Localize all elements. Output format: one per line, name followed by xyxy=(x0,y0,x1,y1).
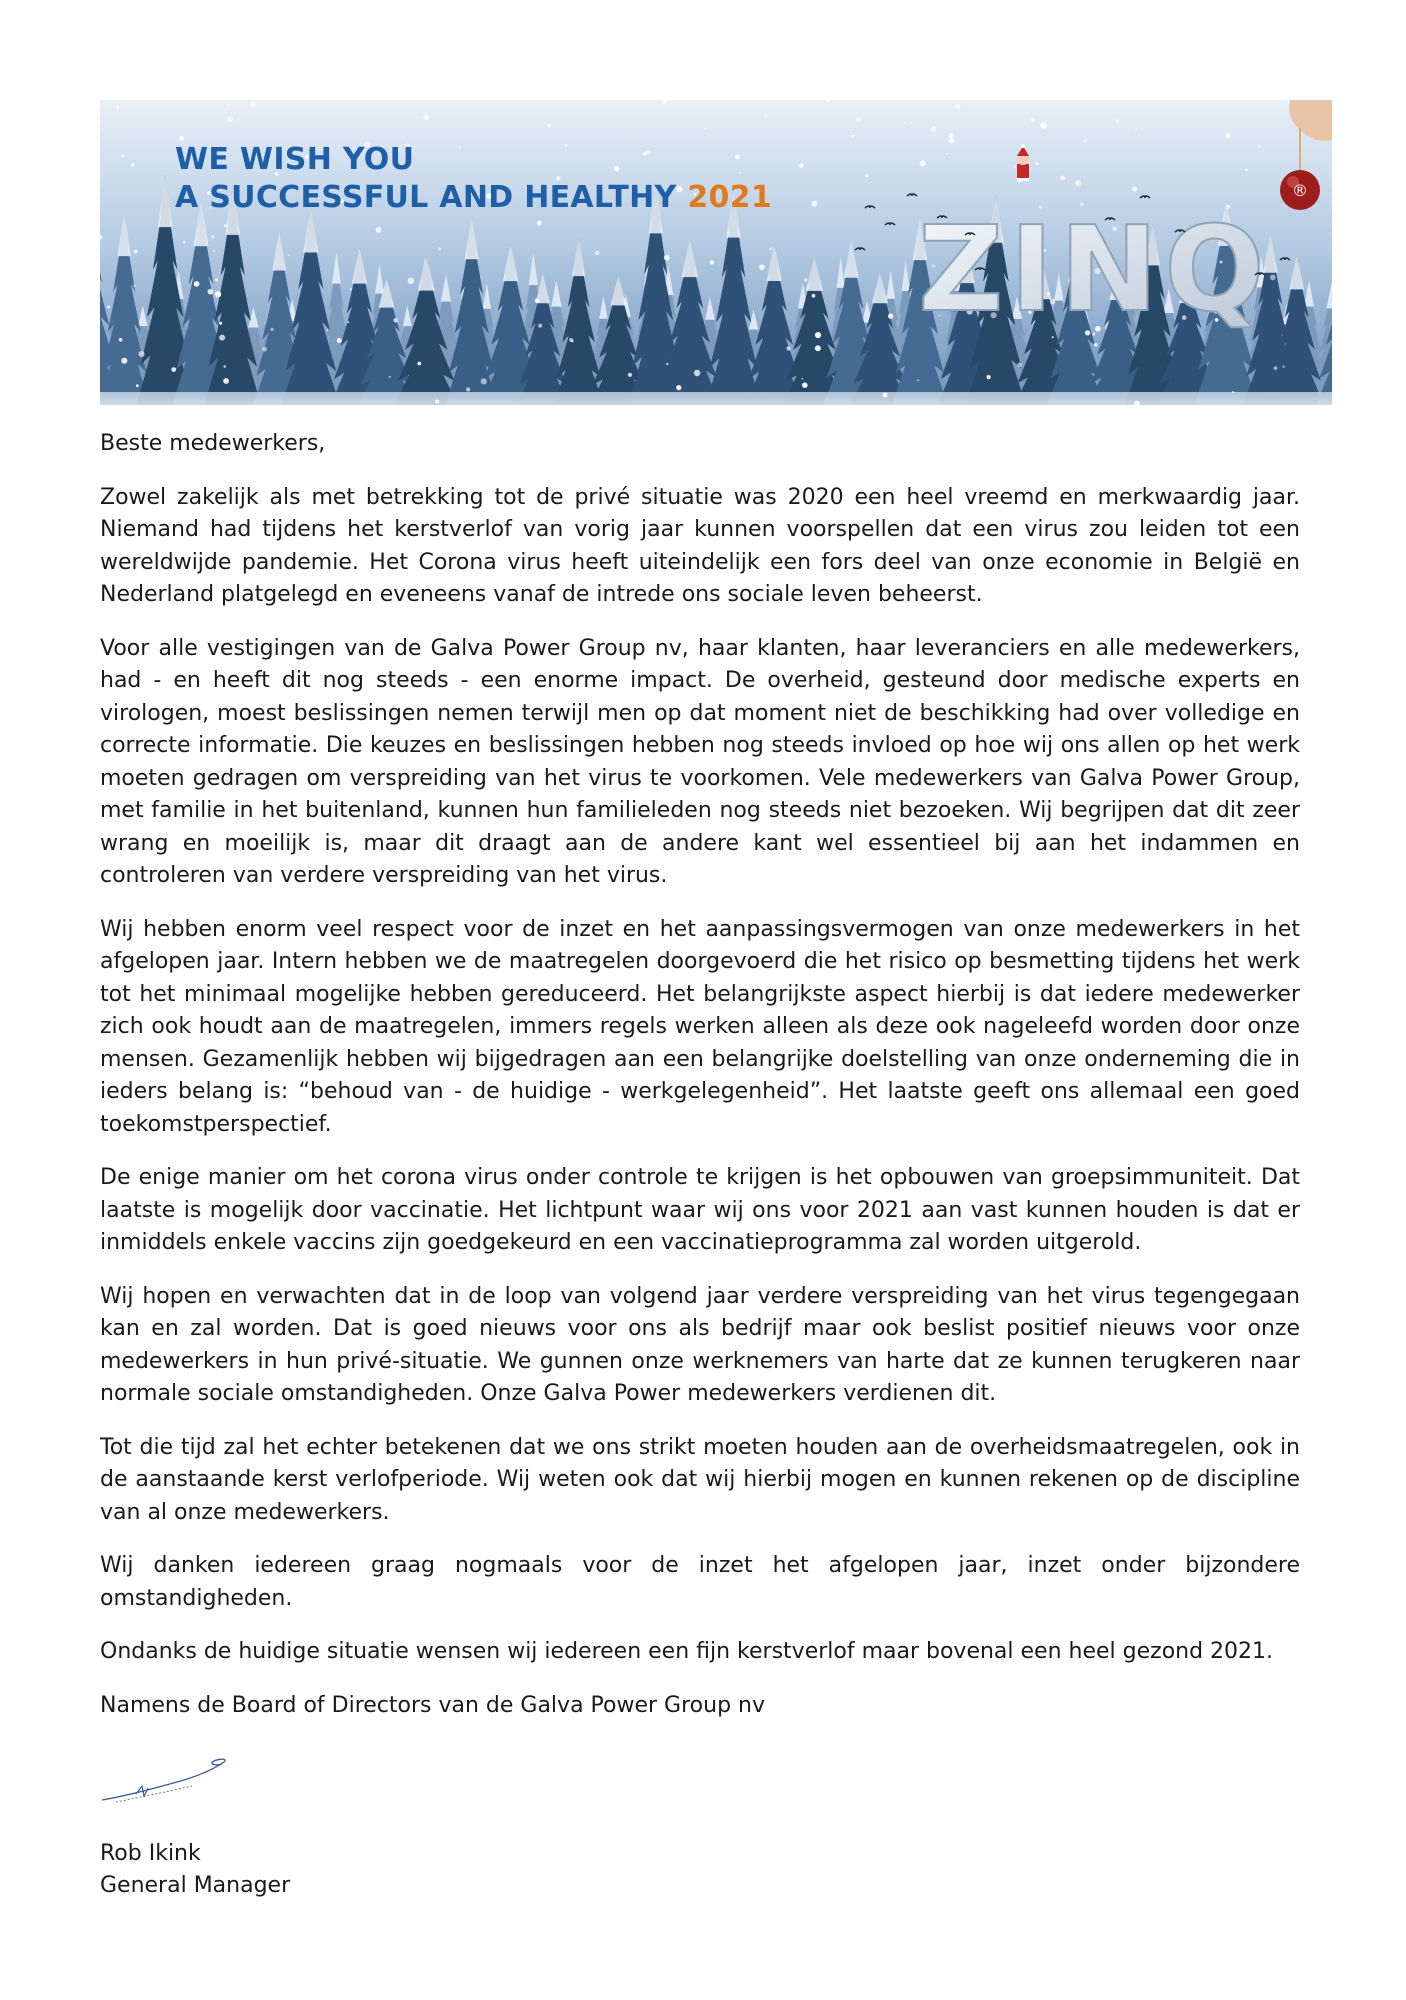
paragraph-7: Wij danken iedereen graag nogmaals voor de inzet het afgelopen jaar, inzet onder bijzondere omstandigheden. xyxy=(100,1553,1300,1611)
headline-year: 2021 xyxy=(687,180,773,215)
snowflake xyxy=(271,328,274,331)
banner-headline xyxy=(175,141,772,217)
snowflake xyxy=(215,278,218,281)
snowflake xyxy=(666,363,668,365)
snowflake xyxy=(537,221,542,226)
snowflake xyxy=(1283,366,1285,368)
signer-name: Rob Ikink xyxy=(100,1841,201,1866)
snowflake xyxy=(1245,168,1248,171)
snowflake xyxy=(764,114,768,118)
snowflake xyxy=(946,153,948,155)
snowflake xyxy=(119,338,123,342)
letter-body xyxy=(100,428,1300,1743)
bird xyxy=(907,194,917,196)
bird xyxy=(1175,230,1185,232)
snowflake xyxy=(664,255,670,261)
snowflake xyxy=(417,362,421,366)
snowflake xyxy=(815,332,821,338)
snowflake xyxy=(769,247,772,250)
snowflake xyxy=(288,255,290,257)
snowflake xyxy=(208,289,214,295)
snowflake xyxy=(223,378,229,384)
snowflake xyxy=(851,135,854,138)
snowflake xyxy=(812,201,818,207)
snowflake xyxy=(1258,145,1261,148)
paragraph-5: Wij hopen en verwachten dat in de loop van volgend jaar verdere verspreiding van het virus tegengegaan kan en zal worden. Dat is goed nieuws voor ons als bedrijf maar ook beslist positief nieuws voor onze medewerkers in hun privé-situatie. We gunnen onze werknemers van harte dat ze kunnen terugkeren naar normale sociale omstandigheden. Onze Galva Power medewerkers verdienen dit. xyxy=(100,1283,1300,1406)
paragraph-4: De enige manier om het corona virus onder controle te krijgen is het opbouwen van groepsimmuniteit. Dat laatste is mogelijk door vaccinatie. Het lichtpunt waar wij ons voor 2021 aan vast kunnen houden is dat er inmiddels enkele vaccins zijn goedgekeurd en een vaccinatieprogramma zal worden uitgerold. xyxy=(100,1165,1300,1255)
snowflake xyxy=(804,278,807,281)
snowflake xyxy=(883,393,888,398)
bird xyxy=(1255,273,1265,275)
snowflake xyxy=(337,338,342,343)
bird xyxy=(937,216,947,218)
snowflake xyxy=(888,313,893,318)
headline-line-1: WE WISH YOU xyxy=(175,142,415,177)
snowflake xyxy=(1031,119,1035,123)
snowflake xyxy=(224,224,227,227)
snowflake xyxy=(595,251,600,256)
snowflake xyxy=(1014,165,1016,167)
snowflake xyxy=(1035,162,1038,165)
snowflake xyxy=(694,370,700,376)
snowflake xyxy=(466,387,470,391)
snowflake xyxy=(1226,133,1231,138)
snowflake xyxy=(911,122,913,124)
snowflake xyxy=(327,329,329,331)
zinq-logo-text: ZINQ xyxy=(918,200,1271,338)
paragraph-8: Ondanks de huidige situatie wensen wij iedereen een fijn kerstverlof maar bovenal een heel gezond 2021. xyxy=(100,1639,1274,1664)
snowflake xyxy=(1135,128,1137,130)
snowflake xyxy=(136,384,139,387)
snowflake xyxy=(705,128,707,130)
snowflake xyxy=(251,102,256,107)
snowflake xyxy=(481,378,487,384)
snowflake xyxy=(223,365,226,368)
snowflake xyxy=(194,281,200,287)
snowflake xyxy=(955,104,961,110)
snowflake xyxy=(931,127,936,132)
snowflake xyxy=(917,379,919,381)
snowflake xyxy=(350,288,352,290)
bird xyxy=(865,206,875,208)
snowflake xyxy=(438,247,441,250)
closing-line: Namens de Board of Directors van de Galva Power Group nv xyxy=(100,1692,765,1718)
signer-block xyxy=(100,1838,290,1902)
bird xyxy=(885,223,895,225)
snowflake xyxy=(987,375,991,379)
snowflake xyxy=(1094,343,1098,347)
snowflake xyxy=(211,235,214,238)
paragraph-2: Voor alle vestigingen van de Galva Power Group nv, haar klanten, haar leveranciers en alle medewerkers, had - en heeft dit nog steeds - een enorme impact. De overheid, gesteund door medische experts en virologen, moest beslissingen nemen terwijl men op dat moment niet de beschikking had over volledige en correcte informatie. Die keuzes en beslissingen hebben nog steeds invloed op hoe wij ons allen op het werk moeten gedragen om verspreiding van het virus te voorkomen. Vele medewerkers van Galva Power Group, met familie in het buitenland, kunnen hun familieleden nog steeds niet bezoeken. Wij begrijpen dat dit zeer wrang en moeilijk is, maar dit draagt aan de andere kant wel essentieel bij aan het indammen en controleren van verdere verspreiding van het virus. xyxy=(100,635,1300,888)
headline-line-2-text: A SUCCESSFUL AND HEALTHY xyxy=(175,180,688,215)
snowflake xyxy=(171,367,176,372)
snowflake xyxy=(376,227,382,233)
paragraph-1: Zowel zakelijk als met betrekking tot de privé situatie was 2020 een heel vreemd en merkwaardig jaar. Niemand had tijdens het kerstverlof van vorig jaar kunnen voorspellen dat een virus zou leiden tot een wereldwijde pandemie. Het Corona virus heeft uiteindelijk een fors deel van onze economie in België en Nederland platgelegd en eveneens vanaf de intrede ons sociale leven beheerst. xyxy=(100,484,1300,607)
snowflake xyxy=(1274,366,1278,370)
snowflake xyxy=(569,338,573,342)
paragraph-3: Wij hebben enorm veel respect voor de inzet en het aanpassingsvermogen van onze medewerkers in het afgelopen jaar. Intern hebben we de maatregelen doorgevoerd die het risico op besmetting tijdens het werk tot het minimaal mogelijke hebben gereduceerd. Het belangrijkste aspect hierbij is dat iedere medewerker zich ook houdt aan de maatregelen, immers regels werken alleen als deze ook nageleefd worden door onze mensen. Gezamenlijk hebben wij bijgedragen aan een belangrijke doelstelling van onze onderneming die in ieders belang is: “behoud van - de huidige - werkgelegenheid”. Het laatste geeft ons allemaal een goed toekomstperspectief. xyxy=(100,916,1300,1137)
bird xyxy=(975,268,985,270)
snowflake xyxy=(133,285,135,287)
snowflake xyxy=(538,324,542,328)
snowflake xyxy=(393,318,398,323)
snowflake xyxy=(786,346,790,350)
snowflake xyxy=(134,250,138,254)
handwritten-signature xyxy=(96,1752,236,1812)
snowflake xyxy=(183,241,185,243)
snowflake xyxy=(799,164,803,168)
snowflake xyxy=(759,264,765,270)
snowflake xyxy=(856,117,861,122)
snowflake xyxy=(215,291,221,297)
snowflake xyxy=(1017,363,1022,368)
snowflake xyxy=(1060,176,1065,181)
snowflake xyxy=(866,174,869,177)
snowflake xyxy=(121,154,124,157)
snowflake xyxy=(227,117,233,123)
snowflake xyxy=(710,260,714,264)
snowflake xyxy=(131,163,134,166)
snowflake xyxy=(949,138,955,144)
bird xyxy=(1105,218,1115,220)
signer-title: General Manager xyxy=(100,1873,291,1898)
snowflake xyxy=(228,104,230,106)
snowflake xyxy=(1116,119,1120,123)
snowflake xyxy=(219,335,225,341)
snowflake xyxy=(213,250,215,252)
header-banner xyxy=(100,100,1332,405)
snowflake xyxy=(676,385,681,390)
bird xyxy=(965,233,975,235)
snowflake xyxy=(180,136,185,141)
snowflake xyxy=(628,373,632,377)
registered-mark: ® xyxy=(1292,181,1308,200)
snowflake xyxy=(1084,140,1086,142)
snowflake xyxy=(547,124,551,128)
snowflake xyxy=(1232,391,1234,393)
snowflake xyxy=(408,278,414,284)
greeting: Beste medewerkers, xyxy=(100,431,326,456)
snowflake xyxy=(219,322,222,325)
snowflake xyxy=(138,351,144,357)
snowflake xyxy=(1040,122,1046,128)
snowflake xyxy=(262,347,267,352)
snowflake xyxy=(812,294,816,298)
snowflake xyxy=(121,358,127,364)
snowflake xyxy=(802,378,804,380)
snowflake xyxy=(1270,275,1276,281)
snowflake xyxy=(347,321,349,323)
snowflake xyxy=(948,133,953,138)
snowflake xyxy=(107,306,110,309)
snowflake xyxy=(389,376,391,378)
bird xyxy=(855,248,865,250)
snowflake xyxy=(435,400,439,404)
bird xyxy=(1140,196,1150,198)
snowflake xyxy=(423,115,428,120)
snowflake xyxy=(116,106,119,109)
headline-line-2 xyxy=(175,179,772,217)
paragraph-6: Tot die tijd zal het echter betekenen dat we ons strikt moeten houden aan de overheidsmaatregelen, ook in de aanstaande kerst verlofperiode. Wij weten ook dat wij hierbij mogen en kunnen rekenen op de discipline van al onze medewerkers. xyxy=(100,1434,1300,1525)
snowflake xyxy=(535,299,539,303)
bird xyxy=(1280,258,1290,260)
snowflake xyxy=(1132,187,1137,192)
snowflake xyxy=(920,160,926,166)
snowflake xyxy=(815,345,821,351)
snowflake xyxy=(802,382,808,388)
snowflake xyxy=(1075,180,1081,186)
